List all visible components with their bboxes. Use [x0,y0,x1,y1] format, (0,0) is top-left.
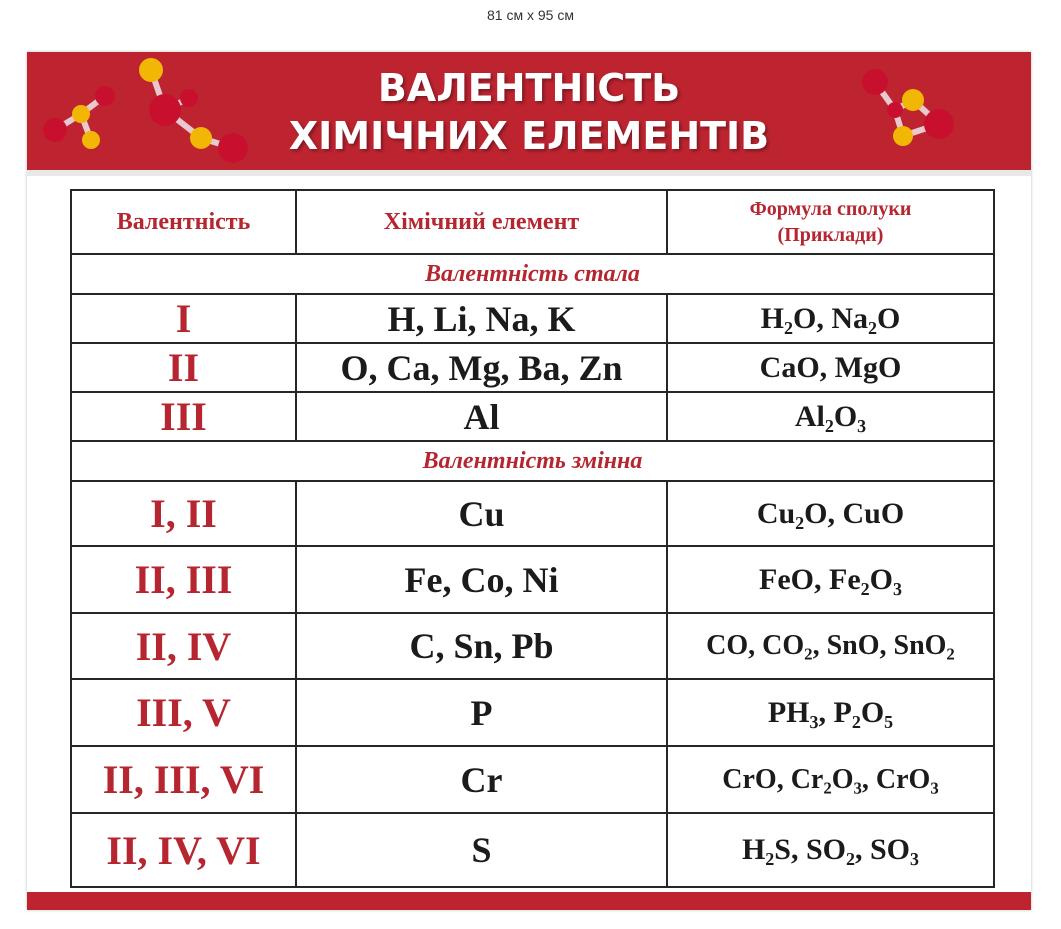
table-row [71,294,994,343]
table-row [71,481,994,546]
valence-cell: III [71,392,296,441]
element-cell: Cr [296,746,667,813]
table-header-row [71,190,994,254]
valence-cell: I, II [71,481,296,546]
formula-cell: CaO, MgO [667,343,994,392]
formula-cell: Al₂O₃ [667,392,994,441]
valence-cell: II, IV, VI [71,813,296,887]
valence-table [70,189,995,888]
formula-cell: CrO, Cr₂O₃, CrO₃ [667,746,994,813]
valence-cell: I [71,294,296,343]
table-row [71,613,994,679]
header-valence: Валентність [71,190,296,254]
formula-cell: Cu₂O, CuO [667,481,994,546]
title-line-2: ХІМІЧНИХ ЕЛЕМЕНТІВ [288,114,770,158]
poster-footer-band [27,892,1031,910]
molecule-right-icon [853,52,963,170]
poster-title [207,64,851,160]
element-cell: S [296,813,667,887]
table-row [71,392,994,441]
element-cell: C, Sn, Pb [296,613,667,679]
header-formula-line-1: Формула сполуки [749,198,912,220]
valence-cell: II, III, VI [71,746,296,813]
element-cell: Cu [296,481,667,546]
poster-size-label: 81 см x 95 см [487,7,574,23]
formula-cell: CO, CO₂, SnO, SnO₂ [667,613,994,679]
table-row [71,679,994,746]
poster-header [27,52,1031,176]
valence-poster [27,52,1031,910]
element-cell: Al [296,392,667,441]
section-variable-valence: Валентність змінна [71,441,994,481]
header-element: Хімічний елемент [296,190,667,254]
table-row [71,343,994,392]
valence-cell: II, IV [71,613,296,679]
valence-cell: III, V [71,679,296,746]
element-cell: O, Ca, Mg, Ba, Zn [296,343,667,392]
element-cell: Fe, Co, Ni [296,546,667,613]
table-row [71,546,994,613]
valence-cell: II [71,343,296,392]
title-line-1: ВАЛЕНТНІСТЬ [377,66,681,110]
element-cell: P [296,679,667,746]
formula-cell: FeO, Fe₂O₃ [667,546,994,613]
formula-cell: H₂S, SO₂, SO₃ [667,813,994,887]
formula-cell: PH₃, P₂O₅ [667,679,994,746]
header-formula [667,190,994,254]
section-constant-valence: Валентність стала [71,254,994,294]
header-formula-line-2: (Приклади) [777,224,884,246]
table-row [71,813,994,887]
valence-cell: II, III [71,546,296,613]
formula-cell: H₂O, Na₂O [667,294,994,343]
element-cell: H, Li, Na, K [296,294,667,343]
table-row [71,746,994,813]
